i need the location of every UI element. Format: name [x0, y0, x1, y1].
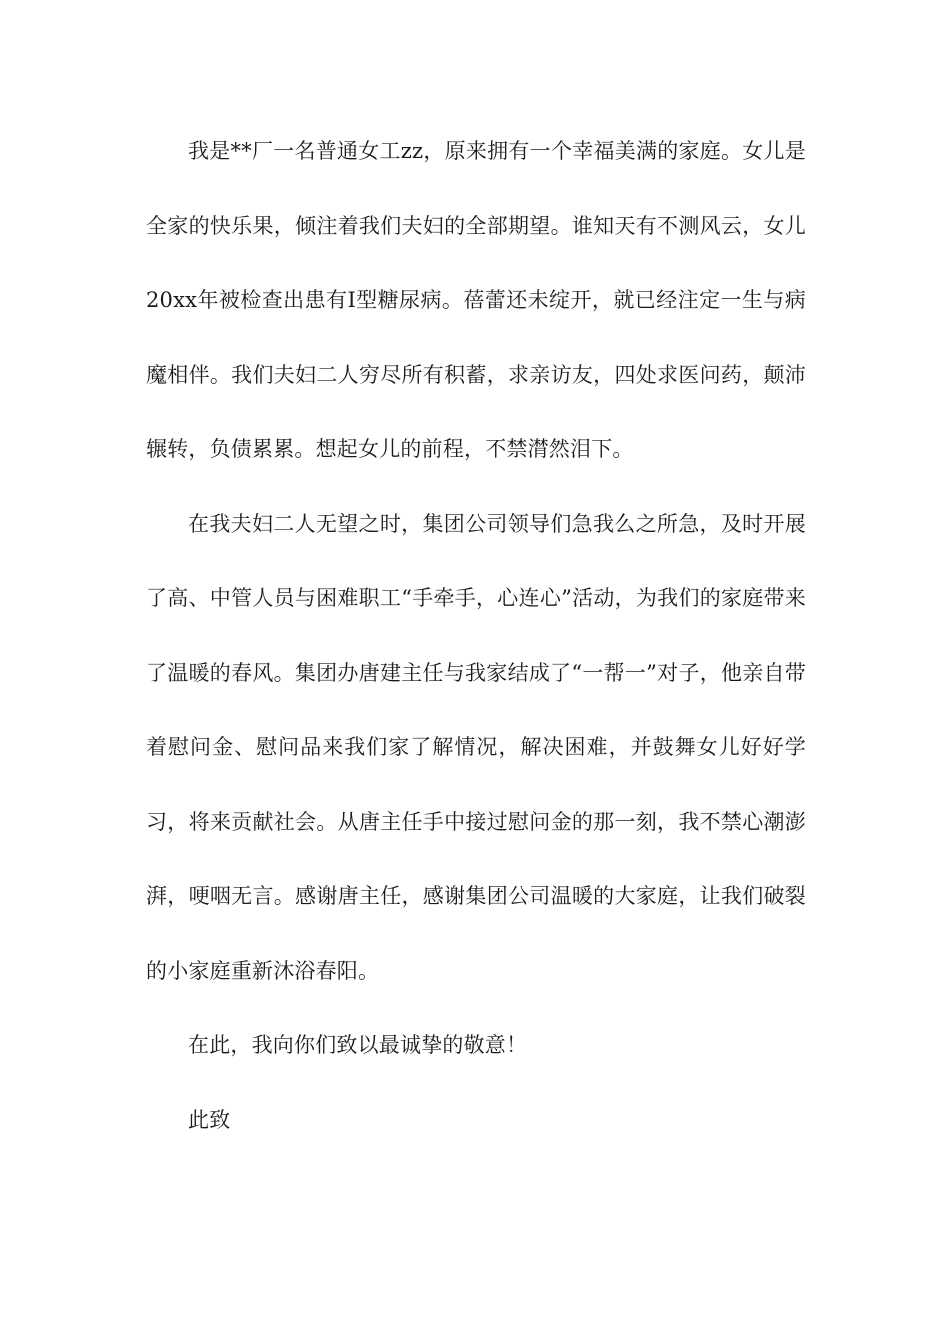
paragraph-closing: 此致 — [188, 1107, 231, 1132]
paragraph-company-help: 在我夫妇二人无望之时，集团公司领导们急我么之所急，及时开展了高、中管人员与困难职工“手牵手，心连心”活动，为我们的家庭带来了温暖的春风。集团办唐建主任与我家结成了“一帮一”对子，他亲自带着慰问金、慰问品来我们家了解情况，解决困难，并鼓舞女儿好好学习，将来贡献社会。从唐主任手中接过慰问金的那一刻，我不禁心潮澎湃，哽咽无言。感谢唐主任，感谢集团公司温暖的大家庭，让我们破裂的小家庭重新沐浴春阳。 — [146, 511, 806, 983]
letter-body — [146, 114, 806, 1157]
paragraph-gratitude: 在此，我向你们致以最诚挚的敬意！ — [188, 1033, 528, 1057]
paragraph-family-story: 我是**厂一名普通女工zz，原来拥有一个幸福美满的家庭。女儿是全家的快乐果，倾注着我们夫妇的全部期望。谁知天有不测风云，女儿20xx年被检查出患有Ⅰ型糖尿病。蓓蕾还未绽开，就已经注定一生与病魔相伴。我们夫妇二人穷尽所有积蓄，求亲访友，四处求医问药，颠沛辗转，负债累累。想起女儿的前程，不禁潸然泪下。 — [146, 139, 806, 461]
